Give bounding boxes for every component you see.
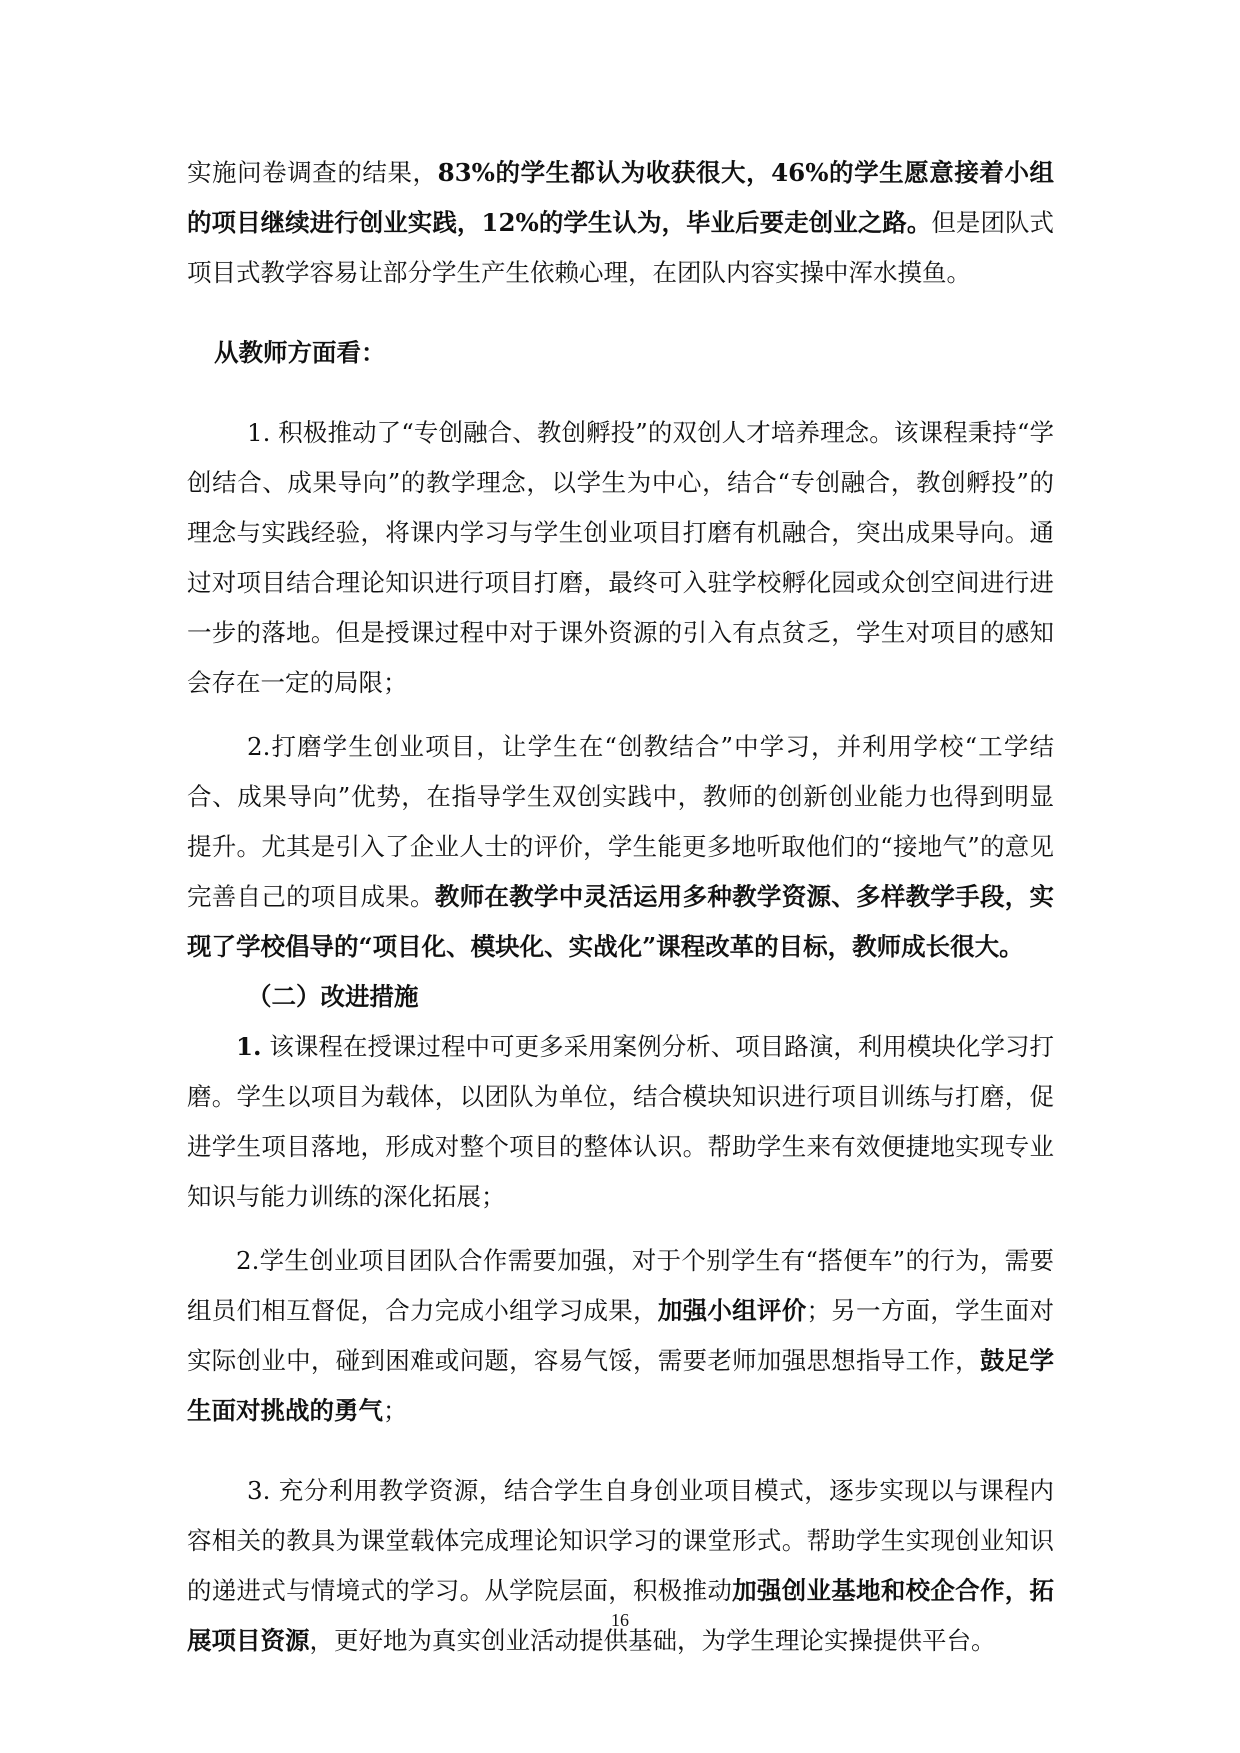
text-run-bold: 加强小组评价 [657,1296,807,1325]
text-run-bold: 1. [236,1032,262,1061]
paragraph-teacher-point-1 [187,408,1054,708]
heading-teacher-aspect [187,328,1054,378]
text-run-bold: 鼓足学生面对挑战的勇气 [187,1346,1054,1425]
text-run: ，更好地为真实创业活动提供基础，为学生理论实操提供平台。 [309,1626,996,1655]
page-number: 16 [611,1610,629,1630]
paragraph-teacher-point-2 [187,722,1054,972]
text-run: ；另一方面，学生面对实际创业中，碰到困难或问题，容易气馁，需要老师加强思想指导工作， [187,1296,1055,1375]
text-run-bold: 加强创业基地和校企合作，拓展项目资源 [187,1576,1055,1655]
text-run-bold: 83%的学生都认为收获很大，46%的学生愿意接着小组的项目继续进行创业实践，12%的学生认为，毕业后要走创业之路。 [187,158,1055,237]
paragraph-survey-results [187,148,1054,298]
text-run: 实施问卷调查的结果， [187,158,438,187]
text-run: ； [383,1396,408,1425]
text-run-bold: 教师在教学中灵活运用多种教学资源、多样教学手段，实现了学校倡导的“项目化、模块化、实战化”课程改革的目标，教师成长很大。 [187,882,1055,961]
text-run: 但是团队式项目式教学容易让部分学生产生依赖心理，在团队内容实操中浑水摸鱼。 [187,208,1055,287]
paragraph-improvement-3 [187,1466,1054,1666]
paragraph-improvement-2 [187,1236,1054,1436]
text-run: 该课程在授课过程中可更多采用案例分析、项目路演，利用模块化学习打磨。学生以项目为载体，以团队为单位，结合模块知识进行项目训练与打磨，促进学生项目落地，形成对整个项目的整体认识。帮助学生来有效便捷地实现专业知识与能力训练的深化拓展； [187,1032,1054,1211]
text-run: 3. 充分利用教学资源，结合学生自身创业项目模式，逐步实现以与课程内容相关的教具为课堂载体完成理论知识学习的课堂形式。帮助学生实现创业知识的递进式与情境式的学习。从学院层面，积极推动 [187,1476,1054,1605]
text-run: 2.学生创业项目团队合作需要加强，对于个别学生有“搭便车”的行为，需要组员们相互督促，合力完成小组学习成果， [187,1246,1054,1325]
paragraph-improvement-1 [187,1022,1054,1222]
text-run: 2.打磨学生创业项目，让学生在“创教结合”中学习，并利用学校“工学结合、成果导向”优势，在指导学生双创实践中，教师的创新创业能力也得到明显提升。尤其是引入了企业人士的评价，学生能更多地听取他们的“接地气”的意见完善自己的项目成果。 [187,732,1054,911]
section-heading-improvements [187,972,1054,1022]
text-run-bold: 从教师方面看： [214,338,386,367]
text-run-bold: （二）改进措施 [247,982,419,1011]
document-body [187,148,1054,1666]
text-run: 1. 积极推动了“专创融合、教创孵投”的双创人才培养理念。该课程秉持“学创结合、成果导向”的教学理念，以学生为中心，结合“专创融合，教创孵投”的理念与实践经验，将课内学习与学生创业项目打磨有机融合，突出成果导向。通过对项目结合理论知识进行项目打磨，最终可入驻学校孵化园或众创空间进行进一步的落地。但是授课过程中对于课外资源的引入有点贫乏，学生对项目的感知会存在一定的局限； [187,418,1054,697]
